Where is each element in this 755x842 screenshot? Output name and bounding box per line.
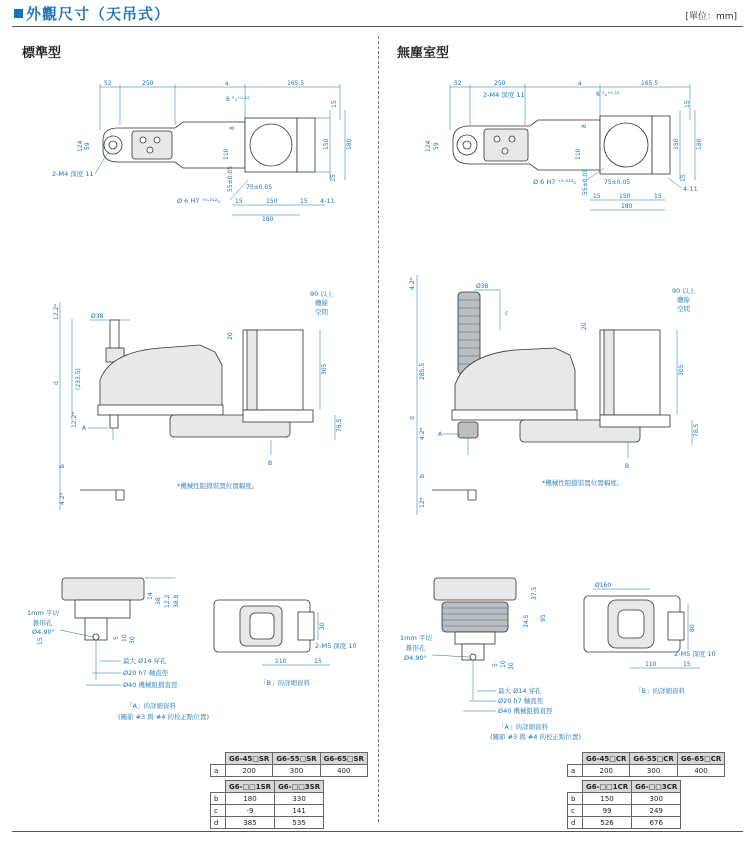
- cr-side-dim-b: b: [419, 474, 426, 478]
- cr-top-dim-124: 124: [425, 140, 432, 152]
- cr-b-dim-110: 110: [645, 661, 657, 668]
- std-side-space-3: 空間: [315, 308, 328, 316]
- cr-side-dim-38: Ø38: [476, 283, 489, 290]
- cr-top-dim-59: 59: [433, 142, 440, 150]
- cr-a-l3: Ø40 機械阻擋直徑: [498, 707, 553, 715]
- cr-a-dim-95: 95: [540, 614, 547, 622]
- std-a-dim-30: 30: [129, 636, 136, 644]
- cr-a-cut: 1mm 平切: [400, 634, 432, 642]
- cr-b-caption: 「B」的詳細資料: [635, 687, 685, 695]
- cleanroom-top-view: [425, 80, 703, 210]
- std-t2-r0-v1: 330: [275, 793, 324, 805]
- std-side-dim-12a: 12.2*: [53, 303, 60, 320]
- cr-b-dim-15: 15: [683, 661, 691, 668]
- std-t2-r2-v0: 385: [226, 817, 275, 829]
- cr-t2-r0-v1: 300: [632, 793, 681, 805]
- cr-side-dim-42a: 4.2*: [409, 277, 416, 290]
- cr-side-dim-305: 305: [678, 364, 685, 376]
- std-top-dim-15c: 15: [235, 198, 243, 205]
- cr-side-dim-d: d: [409, 416, 416, 420]
- std-a-l3: Ø40 機械阻擋直徑: [123, 681, 178, 689]
- cr-side-dim-2855: 285.5: [419, 362, 426, 380]
- cr-a-caption1: 「A」的詳細資料: [498, 723, 548, 731]
- std-t1-label: a: [211, 765, 226, 777]
- cr-top-dim-15a: 15: [684, 100, 691, 108]
- std-side-space-2: 纜線: [315, 299, 328, 307]
- std-top-dim-8: 8: [229, 126, 236, 130]
- cr-side-dim-42b: 4.2*: [419, 427, 426, 440]
- std-b-dim-15: 15: [314, 658, 322, 665]
- cr-top-dim-250: 250: [494, 80, 506, 87]
- std-t2-r1-v0: -9: [226, 805, 275, 817]
- std-t1-v1: 300: [273, 765, 320, 777]
- cr-a-dim-30: 30: [508, 662, 515, 670]
- std-top-dim-180: 180: [346, 138, 353, 150]
- std-t2-r0-v0: 180: [226, 793, 275, 805]
- cr-a-dim-345: 34.5: [523, 614, 530, 628]
- section-title-standard: 標準型: [22, 46, 62, 61]
- cr-top-411: 4-11: [683, 185, 698, 193]
- cr-top-dim-15b: 15: [680, 174, 687, 182]
- cr-a-dim-375: 37.5: [531, 586, 538, 600]
- std-a-caption2: (關節 #3 與 #4 的校正點位置): [118, 713, 209, 721]
- cr-a-dim-5: 5: [492, 663, 499, 667]
- std-t2-h0: G6-□□1SR: [226, 781, 275, 793]
- cr-t2-r2-v0: 526: [583, 817, 632, 829]
- std-a-dim-38: 38: [155, 597, 162, 605]
- std-side-dim-d: d: [53, 381, 60, 385]
- std-side-dim-12b: 12.2*: [71, 411, 78, 428]
- unit-label: [單位：mm]: [685, 12, 737, 22]
- cr-side-dim-785: 78.5: [693, 423, 700, 437]
- std-t1-h1: G6-55□SR: [273, 753, 320, 765]
- std-t1-h0: G6-45□SR: [226, 753, 273, 765]
- cr-top-dim-180b: 180: [621, 203, 633, 210]
- page-title: 外觀尺寸（天吊式）: [26, 5, 171, 23]
- cr-top-dim-150: 150: [673, 138, 680, 150]
- cr-t1-label: a: [568, 765, 583, 777]
- std-top-dim-a: a: [225, 80, 229, 87]
- cr-b-dim-160: Ø160: [595, 582, 612, 589]
- std-side-dim-785: 78.5: [336, 418, 343, 432]
- std-a-dim-388: 38.8: [173, 594, 180, 608]
- cr-top-dim-150b: 150: [619, 193, 631, 200]
- cr-side-dim-20: 20: [581, 322, 588, 330]
- cr-a-dim-10: 10: [500, 660, 507, 668]
- cr-a-cone: 錐形孔: [406, 644, 426, 652]
- std-top-dim-15a: 15: [331, 100, 338, 108]
- cr-b-dim-80: 80: [689, 624, 696, 632]
- std-top-m4: 2-M4 深度 11: [52, 170, 94, 178]
- std-a-dim-15: 15: [37, 637, 44, 645]
- cr-top-m4: 2-M4 深度 11: [483, 91, 525, 99]
- cr-side-note: *機械性阻擋裝置位置幅度。: [542, 479, 624, 487]
- std-top-dim-150b: 150: [266, 198, 278, 205]
- std-top-dim-250: 250: [142, 80, 154, 87]
- cr-a-l2: Ø20 h7 軸直徑: [498, 697, 544, 705]
- std-side-B: B: [268, 460, 273, 467]
- std-top-dim-150: 150: [323, 138, 330, 150]
- cr-t1-v2: 400: [677, 765, 724, 777]
- cr-top-dim-110: 110: [575, 148, 582, 160]
- std-top-dim-15d: 15: [300, 198, 308, 205]
- cr-t1-h1: G6-55□CR: [630, 753, 677, 765]
- cleanroom-side-view: [409, 275, 700, 515]
- std-t1-h2: G6-65□SR: [320, 753, 367, 765]
- std-top-dim-59: 59: [84, 142, 91, 150]
- cr-t2-r2-v1: 676: [632, 817, 681, 829]
- std-top-dim-15b: 15: [330, 174, 337, 182]
- cr-t2-r2-label: d: [568, 817, 583, 829]
- std-top-dim-180b: 180: [262, 216, 274, 223]
- std-side-dim-42: 4.2*: [59, 492, 66, 505]
- std-top-dim-165: 165.5: [287, 80, 305, 87]
- cr-t2-r1-v1: 249: [632, 805, 681, 817]
- std-side-dim-20: 20: [227, 332, 234, 340]
- section-title-cleanroom: 無塵室型: [397, 46, 450, 61]
- std-top-dim-110: 110: [223, 148, 230, 160]
- cr-a-caption2: (關節 #3 與 #4 的校正點位置): [490, 733, 581, 741]
- cleanroom-detail-a: [400, 578, 581, 741]
- cr-top-d75: 75±0.05: [604, 179, 631, 186]
- cr-top-d55: 55±0.05: [582, 168, 589, 195]
- cr-t2-r1-label: c: [568, 805, 583, 817]
- cr-top-dim-52: 52: [454, 80, 462, 87]
- std-a-l1: 最大 Ø14 穿孔: [123, 657, 167, 665]
- cr-t2-r0-label: b: [568, 793, 583, 805]
- cr-top-dim-15c: 15: [593, 193, 601, 200]
- cr-t1-v1: 300: [630, 765, 677, 777]
- cr-top-dim-15d: 15: [654, 193, 662, 200]
- std-t1-v0: 200: [226, 765, 273, 777]
- cr-top-dim-165: 165.5: [641, 80, 659, 87]
- cr-a-cone2: Ø4,90°: [404, 654, 427, 662]
- std-side-A: A: [82, 425, 87, 432]
- std-t2-r1-label: c: [211, 805, 226, 817]
- cr-side-A: A: [438, 431, 443, 438]
- cr-side-space-3: 空間: [677, 305, 690, 313]
- std-a-cut: 1mm 平切: [27, 609, 59, 617]
- cr-t2-h1: G6-□□3CR: [632, 781, 681, 793]
- std-a-l2: Ø20 h7 軸直徑: [123, 669, 169, 677]
- cr-top-tol: 6 °₀⁺⁰·¹²: [596, 91, 620, 98]
- cr-t1-h0: G6-45□CR: [583, 753, 630, 765]
- cr-t2-h0: G6-□□1CR: [583, 781, 632, 793]
- std-t2-r0-label: b: [211, 793, 226, 805]
- std-a-dim-5: 5: [113, 636, 120, 640]
- std-table-bcd: [210, 780, 324, 829]
- std-a-dim-10: 10: [121, 634, 128, 642]
- cr-a-l1: 最大 Ø14 穿孔: [498, 687, 542, 695]
- std-b-m5: 2-M5 深度 10: [315, 642, 357, 650]
- std-a-dim-122: 12.2: [164, 594, 171, 608]
- std-side-dim-b: b: [59, 464, 66, 468]
- cr-table-bcd: [567, 780, 681, 829]
- std-table-a: [210, 752, 368, 777]
- cr-t2-r0-v0: 150: [583, 793, 632, 805]
- cr-top-bore: Ø 6 H7 ⁺⁰·⁰¹²₀: [533, 178, 576, 186]
- cr-top-dim-180: 180: [696, 138, 703, 150]
- std-b-dim-30: 30: [319, 622, 326, 630]
- std-t2-r1-v1: 141: [275, 805, 324, 817]
- cr-side-dim-c: c: [505, 310, 509, 317]
- cr-b-m5: 2-M5 深度 10: [674, 650, 716, 658]
- std-top-d75: 75±0.05: [246, 184, 273, 191]
- std-side-dim-2335: (233.5): [75, 368, 82, 390]
- cr-side-B: B: [625, 463, 630, 470]
- cr-top-dim-a: a: [578, 80, 582, 87]
- cr-side-space-1: 90 以上: [672, 287, 696, 295]
- std-side-dim-38: Ø38: [91, 313, 104, 320]
- std-t1-v2: 400: [320, 765, 367, 777]
- std-a-caption1: 「A」的詳細資料: [126, 702, 176, 710]
- cr-t1-h2: G6-65□CR: [677, 753, 724, 765]
- std-b-dim-110: 110: [275, 658, 287, 665]
- std-top-tol: 6 °₀⁺⁰·¹²: [226, 96, 250, 103]
- std-t2-r2-label: d: [211, 817, 226, 829]
- std-a-cone: 錐形孔: [33, 619, 53, 627]
- std-a-dim-14: 14: [147, 592, 154, 600]
- std-side-space-1: 90 以上: [310, 290, 334, 298]
- std-side-dim-305: 305: [321, 363, 328, 375]
- cleanroom-detail-b: [584, 582, 716, 695]
- std-top-411: 4-11: [320, 197, 335, 205]
- cr-top-dim-8: 8: [581, 124, 588, 128]
- std-t2-r2-v1: 535: [275, 817, 324, 829]
- std-top-dim-52: 52: [104, 80, 112, 87]
- cr-side-dim-12: 12*: [419, 497, 426, 508]
- cr-t2-r1-v0: 99: [583, 805, 632, 817]
- std-t2-h1: G6-□□3SR: [275, 781, 324, 793]
- std-b-caption: 「B」的詳細資料: [260, 679, 310, 687]
- std-top-dim-124: 124: [77, 140, 84, 152]
- cr-table-a: [567, 752, 725, 777]
- cr-t1-v0: 200: [583, 765, 630, 777]
- cr-side-space-2: 纜線: [677, 296, 690, 304]
- std-top-d55: 55±0.05: [227, 165, 234, 192]
- std-side-note: *機械性阻擋裝置位置幅度。: [177, 482, 259, 490]
- std-top-bore: Ø 6 H7 ⁺⁰·⁰¹²₀: [177, 197, 220, 205]
- std-a-cone2: Ø4,90°: [32, 628, 55, 636]
